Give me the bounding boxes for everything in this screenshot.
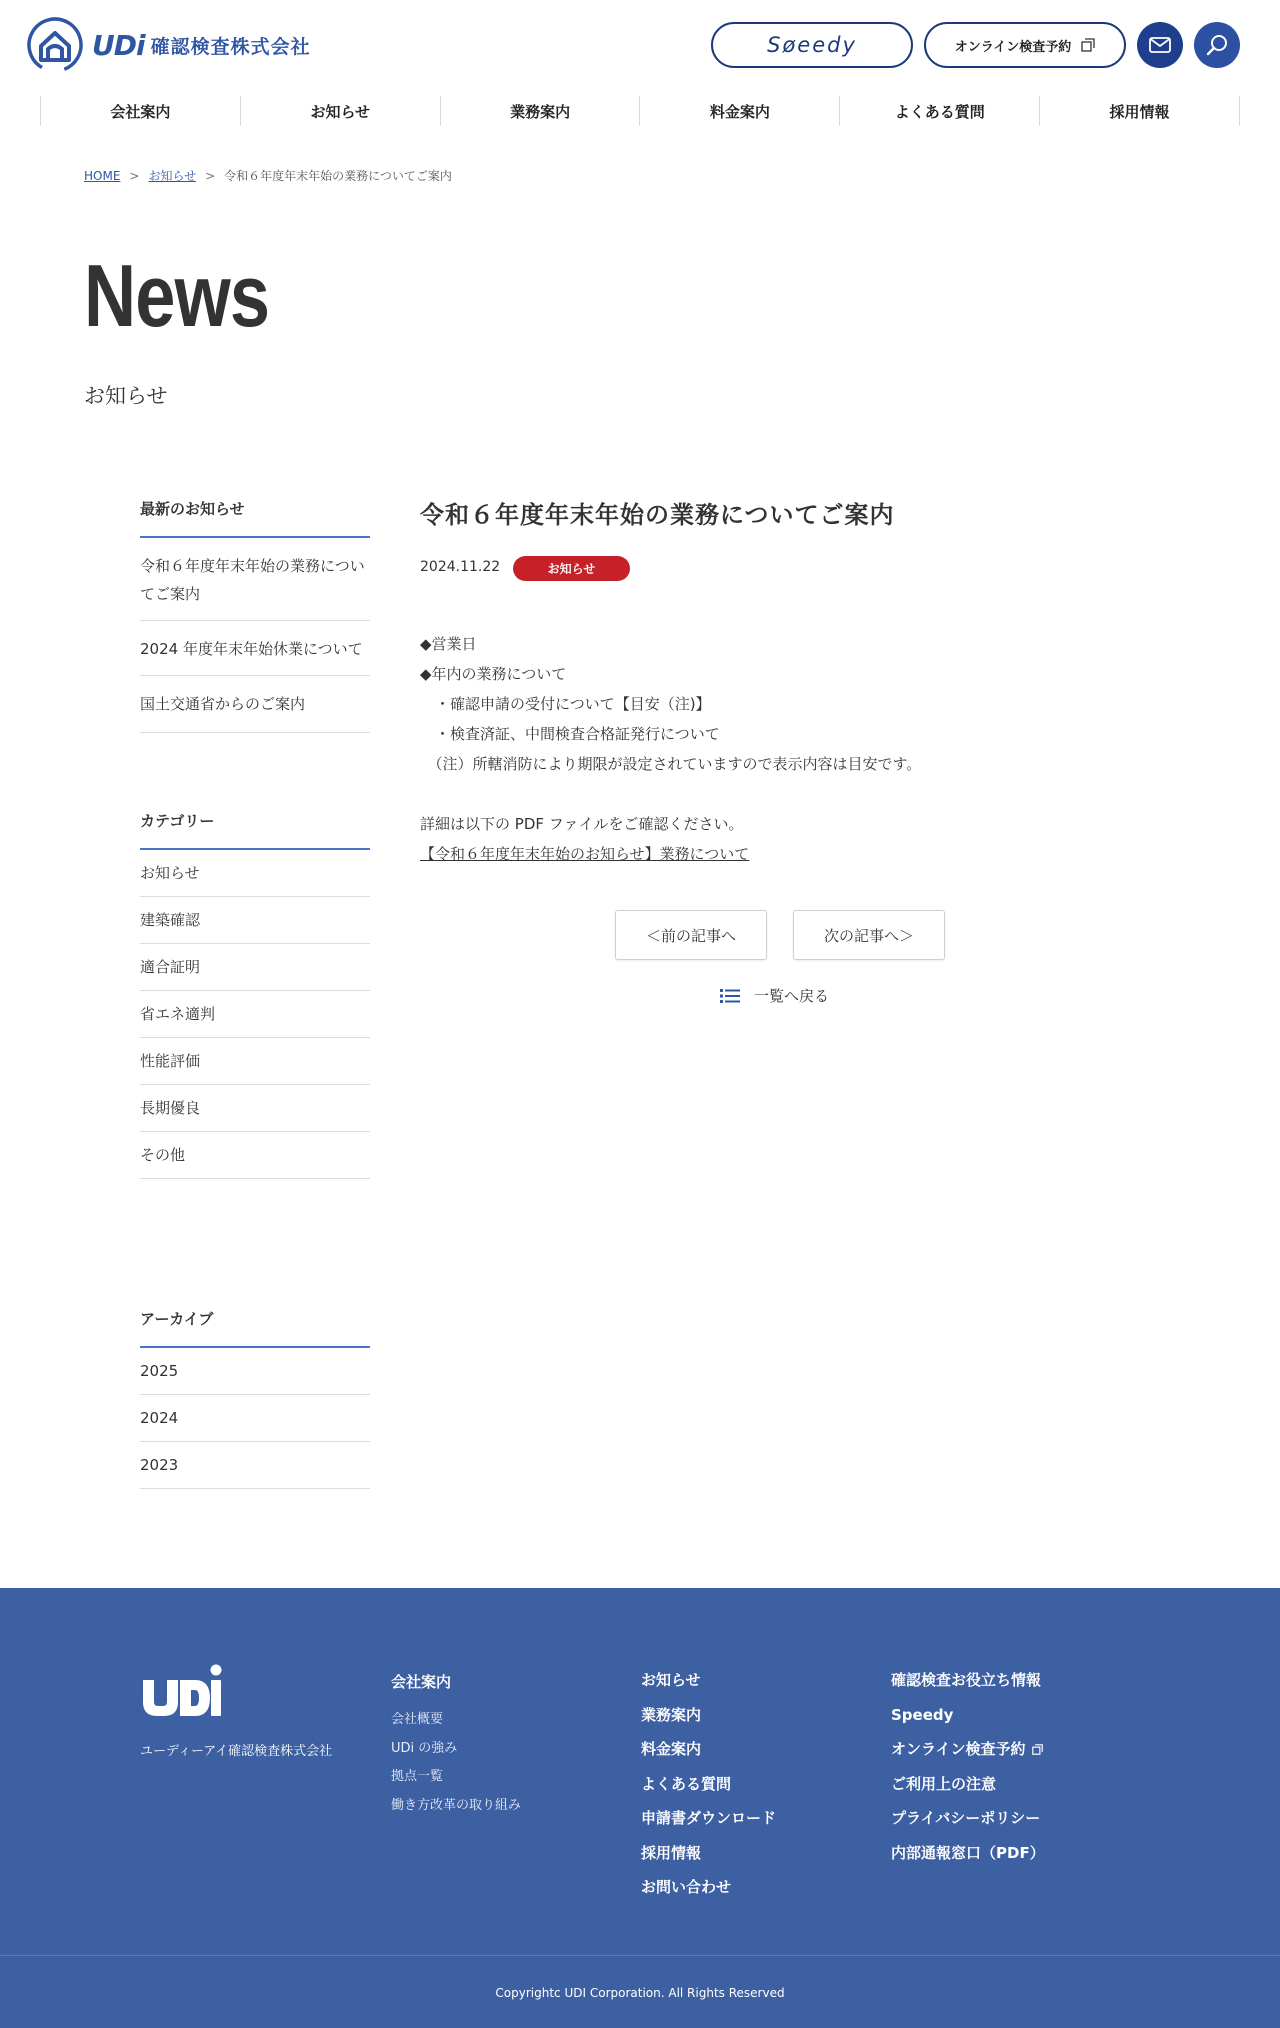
footer-link-label: オンライン検査予約: [891, 1740, 1026, 1758]
sidebar-archive-item[interactable]: 2023: [140, 1442, 370, 1489]
site-logo[interactable]: [26, 16, 311, 74]
next-article-button[interactable]: 次の記事へ＞: [793, 910, 945, 960]
back-to-list-label: 一覧へ戻る: [754, 987, 830, 1005]
article-title: 令和６年度年末年始の業務についてご案内: [420, 501, 895, 529]
logo-udi: UDi: [92, 28, 145, 62]
footer-link[interactable]: ご利用上の注意: [891, 1774, 997, 1793]
sidebar-archive-item[interactable]: 2025: [140, 1348, 370, 1395]
footer-sublink[interactable]: 拠点一覧: [391, 1769, 444, 1784]
footer-sublink[interactable]: 会社概要: [391, 1712, 444, 1727]
sidebar-category-item[interactable]: 性能評価: [140, 1038, 370, 1085]
nav-item-pricing[interactable]: 料金案内: [639, 96, 839, 126]
footer-link[interactable]: 内部通報窓口（PDF）: [891, 1843, 1045, 1862]
sidebar-category-item[interactable]: 適合証明: [140, 944, 370, 991]
footer-company-name: ユーディーアイ確認検査株式会社: [140, 1744, 333, 1759]
speedy-button[interactable]: [711, 22, 913, 68]
sidebar-latest-item[interactable]: 令和６年度年末年始の業務についてご案内: [140, 538, 370, 621]
site-header: [0, 0, 1280, 121]
breadcrumb-separator: >: [205, 168, 216, 183]
footer-link[interactable]: 確認検査お役立ち情報: [891, 1671, 1042, 1689]
footer-link[interactable]: 採用情報: [641, 1843, 702, 1862]
page-title: News: [84, 246, 270, 345]
external-link-icon: [1032, 1744, 1043, 1755]
footer-link[interactable]: 料金案内: [641, 1740, 702, 1758]
nav-item-news[interactable]: お知らせ: [240, 96, 440, 126]
udi-logo-icon: [140, 1662, 222, 1718]
online-reservation-button[interactable]: [924, 22, 1126, 68]
nav-item-services[interactable]: 業務案内: [440, 96, 640, 126]
article-line: ◆営業日: [420, 635, 477, 653]
pdf-link[interactable]: 【令和６年度年末年始のお知らせ】業務について: [420, 845, 750, 863]
site-footer: [0, 1588, 1280, 2028]
sidebar-latest-heading: 最新のお知らせ: [140, 498, 370, 538]
breadcrumb-home[interactable]: HOME: [84, 168, 121, 183]
footer-sublink[interactable]: 働き方改革の取り組み: [391, 1797, 522, 1813]
footer-sublink[interactable]: UDi の強み: [391, 1740, 458, 1756]
footer-logo[interactable]: [140, 1662, 222, 1722]
back-to-list-link[interactable]: [720, 985, 829, 1006]
article-detail-text: 詳細は以下の PDF ファイルをご確認ください。: [420, 815, 744, 833]
list-icon: [720, 988, 740, 1004]
spacer: [420, 779, 921, 809]
logo-company-name: 確認検査株式会社: [150, 35, 311, 58]
sidebar-latest-item[interactable]: 国土交通省からのご案内: [140, 676, 370, 733]
copyright: Copyrightc UDI Corporation. All Rights Reserved: [495, 1986, 785, 2000]
nav-item-company[interactable]: 会社案内: [40, 96, 240, 126]
page-subtitle: お知らせ: [84, 384, 168, 408]
breadcrumb: [84, 167, 452, 184]
sidebar-latest-item[interactable]: 2024 年度年末年始休業について: [140, 621, 370, 676]
breadcrumb-current: 令和６年度年末年始の業務についてご案内: [224, 169, 452, 183]
footer-link[interactable]: よくある質問: [641, 1774, 732, 1793]
footer-link[interactable]: 業務案内: [641, 1705, 702, 1724]
speedy-label: Søeedy: [767, 33, 857, 57]
footer-link[interactable]: Speedy: [891, 1705, 954, 1724]
footer-link[interactable]: お問い合わせ: [641, 1878, 732, 1896]
sidebar-category-item[interactable]: その他: [140, 1132, 370, 1179]
footer-col-main: [641, 1663, 776, 1905]
sidebar-categories: [140, 810, 370, 1179]
article-line: ・検査済証、中間検査合格証発行について: [420, 725, 720, 743]
footer-link-external[interactable]: [891, 1732, 1045, 1767]
footer-link[interactable]: プライバシーポリシー: [891, 1809, 1041, 1827]
sidebar-category-item[interactable]: 建築確認: [140, 897, 370, 944]
category-badge: お知らせ: [513, 556, 630, 581]
online-reservation-label: オンライン検査予約: [954, 39, 1072, 55]
sidebar-archive-heading: アーカイブ: [140, 1308, 370, 1348]
search-icon: [1206, 34, 1228, 56]
sidebar-category-item[interactable]: お知らせ: [140, 850, 370, 897]
article-line: ・確認申請の受付について【目安（注)】: [420, 695, 711, 713]
search-button[interactable]: [1194, 22, 1240, 68]
external-link-icon: [1081, 38, 1095, 52]
footer-link[interactable]: お知らせ: [641, 1671, 701, 1689]
footer-col-info: [891, 1663, 1045, 1870]
article-date: 2024.11.22: [420, 559, 501, 575]
sidebar-latest: [140, 498, 370, 733]
footer-link[interactable]: 会社案内: [391, 1673, 452, 1691]
article-body: [420, 629, 921, 869]
sidebar-archive-item[interactable]: 2024: [140, 1395, 370, 1442]
sidebar-category-item[interactable]: 長期優良: [140, 1085, 370, 1132]
sidebar-archive: [140, 1308, 370, 1489]
article-line: ◆年内の業務について: [420, 665, 567, 683]
nav-item-recruit[interactable]: 採用情報: [1039, 96, 1240, 126]
nav-item-faq[interactable]: よくある質問: [839, 96, 1039, 126]
sidebar-category-item[interactable]: 省エネ適判: [140, 991, 370, 1038]
footer-divider: [0, 1955, 1280, 1956]
footer-link[interactable]: 申請書ダウンロード: [641, 1809, 777, 1827]
breadcrumb-separator: >: [129, 168, 140, 183]
breadcrumb-news[interactable]: お知らせ: [148, 169, 197, 183]
global-nav: [40, 96, 1240, 126]
mail-icon: [1149, 37, 1171, 53]
contact-mail-button[interactable]: [1137, 22, 1183, 68]
sidebar-category-heading: カテゴリー: [140, 810, 370, 850]
footer-col-company: [391, 1671, 521, 1820]
prev-article-button[interactable]: ＜前の記事へ: [615, 910, 767, 960]
article-line: （注）所轄消防により期限が設定されていますので表示内容は目安です。: [420, 755, 922, 773]
house-logo-icon: [26, 16, 84, 74]
